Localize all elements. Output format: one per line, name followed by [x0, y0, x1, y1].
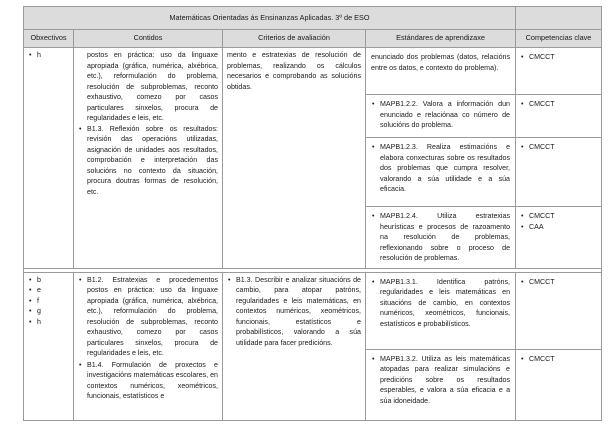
objective-item: • h [28, 50, 69, 61]
competence-item: • CMCCT [520, 277, 597, 288]
contents-lead-text: postos en práctica: uso da linguaxe apropiada (gráfica, numérica, alxébrica, etc.), reformulación do problema, resolución de subproblemas, reconto exhaustivo, comezo por casos particulares sinxelos, procura de regularidades e leis, etc. [87, 51, 218, 122]
standard-text: • MAPB1.2.2. Valora a información dun enunciado e relaciónaa co número de solucións do problema. [371, 99, 510, 131]
criteria-cell [223, 272, 366, 420]
competence-item: • CMCCT [520, 99, 597, 110]
criteria-text: mento e estratexias de resolución de problemas, realizando os cálculos necesarios e comprobando as solucións obtidas. [227, 51, 361, 91]
competence-item: • CMCCT [520, 354, 597, 365]
competence-cell [516, 48, 602, 95]
objective-item: • g [28, 306, 69, 317]
criteria-text: • B1.3. Describir e analizar situacións de cambio, para atopar patróns, regularidades e leis matemáticas, en contextos numéricos, xeométricos, funcionais, estatísticos e probabilísticos, valorando a súa utilidade para facer predicións. [227, 275, 361, 349]
standard-cell [366, 349, 516, 420]
objectives-cell [24, 48, 74, 269]
standard-text: • MAPB1.3.1. Identifica patróns, regularidades e leis matemáticas en situacións de cambio, en contextos numéricos, xeométricos, funcionais, estatísticos e probabilísticos. [371, 277, 510, 330]
header-competences: Competencias clave [516, 30, 602, 48]
header-standards: Estándares de aprendizaxe [366, 30, 516, 48]
competence-cell [516, 138, 602, 207]
competence-cell [516, 349, 602, 420]
competence-item: • CAA [520, 222, 597, 233]
standard-text: • MAPB1.2.3. Realiza estimacións e elabora conxecturas sobre os resultados dos problemas que cumpra resolver, valorando a súa utilidade e a súa eficacia. [371, 142, 510, 195]
standard-cell [366, 272, 516, 349]
standard-text: • MAPB1.2.4. Utiliza estratexias heurísticas e procesos de razoamento na resolución de problemas, reflexionando sobre o proceso de resolución de problemas. [371, 211, 510, 264]
header-contents: Contidos [74, 30, 223, 48]
contents-item: • B1.3. Reflexión sobre os resultados: revisión das operacións utilizadas, asignación de unidades aos resultados, comprobación e interpretación das solucións no contexto da situación, procura doutras formas de resolución, etc. [78, 124, 218, 198]
title-filler-cell [516, 7, 602, 30]
standard-text: enunciado dos problemas (datos, relacións entre os datos, e contexto do problema). [371, 53, 511, 72]
contents-item: • B1.2. Estratexias e procedementos postos en práctica: uso da linguaxe apropiada (gráfica, numérica, alxébrica, etc.), reformulación do problema, resolución de subproblemas, reconto exhaustivo, comezo por casos particulares sinxelos, procura de regularidades e leis, etc. [78, 275, 218, 359]
table-row [24, 48, 602, 95]
objective-item: • h [28, 317, 69, 328]
standard-cell [366, 138, 516, 207]
header-row [24, 30, 602, 48]
competence-cell [516, 207, 602, 269]
standard-text: • MAPB1.3.2. Utiliza as leis matemáticas atopadas para realizar simulacións e predicións sobre os resultados esperables, e valora a súa eficacia e a súa idoneidade. [371, 354, 510, 407]
competence-cell [516, 95, 602, 138]
standard-cell [366, 48, 516, 95]
objective-item: • e [28, 285, 69, 296]
criteria-cell [223, 48, 366, 269]
competence-item: • CMCCT [520, 142, 597, 153]
table-row [24, 272, 602, 349]
standard-cell [366, 95, 516, 138]
competence-item: • CMCCT [520, 52, 597, 63]
competence-cell [516, 272, 602, 349]
contents-cell [74, 48, 223, 269]
objective-item: • b [28, 275, 69, 286]
contents-cell [74, 272, 223, 420]
objectives-cell [24, 272, 74, 420]
title-row [24, 7, 602, 30]
contents-item: • B1.4. Formulación de proxectos e investigacións matemáticas escolares, en contextos numéricos, xeométricos, funcionais, estatísticos e [78, 360, 218, 402]
table-title: Matemáticas Orientadas ás Ensinanzas Aplicadas. 3º de ESO [24, 7, 516, 30]
header-criteria: Criterios de avaliación [223, 30, 366, 48]
standard-cell [366, 207, 516, 269]
curriculum-table [23, 6, 602, 421]
objective-item: • f [28, 296, 69, 307]
header-objectives: Obxectivos [24, 30, 74, 48]
competence-item: • CMCCT [520, 211, 597, 222]
